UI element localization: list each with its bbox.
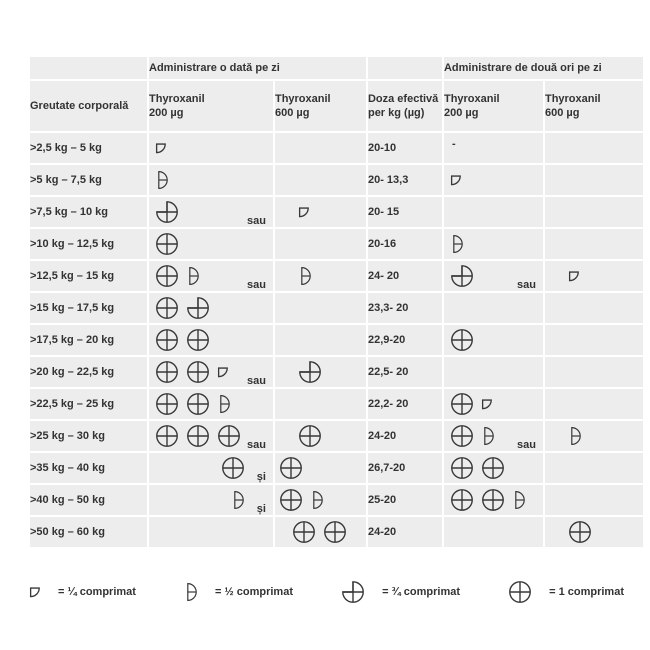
twice-600-cell xyxy=(545,197,643,227)
weight-cell xyxy=(30,133,147,163)
weight-cell xyxy=(30,261,147,291)
header-column-row xyxy=(30,81,643,131)
header-empty-cell-mid xyxy=(368,57,442,79)
twice-600-cell xyxy=(545,453,643,483)
twice-600-cell xyxy=(545,421,643,451)
header-twice-daily-group xyxy=(444,57,643,79)
once-600-cell xyxy=(275,229,366,259)
dose-cell xyxy=(368,421,442,451)
dose-value: 20- 13,3 xyxy=(367,174,409,186)
weight-cell xyxy=(30,517,147,547)
twice-200-cell xyxy=(444,165,543,195)
twice-600-col-label: Thyroxanil 600 µg xyxy=(544,92,601,119)
quarter-tablet-icon xyxy=(28,585,42,599)
weight-cell xyxy=(30,421,147,451)
full-tablet-icon xyxy=(154,359,180,385)
weight-cell xyxy=(30,229,147,259)
weight-range: >5 kg – 7,5 kg xyxy=(30,174,102,186)
twice-200-cell xyxy=(444,485,543,515)
full-tablet-icon xyxy=(449,455,475,481)
weight-cell xyxy=(30,165,147,195)
once-200-cell xyxy=(149,453,273,483)
once-600-cell xyxy=(275,485,366,515)
twice-200-cell xyxy=(444,357,543,387)
connector-sau: sau xyxy=(247,439,266,451)
dose-cell xyxy=(368,229,442,259)
table-row xyxy=(30,165,643,195)
weight-range: >20 kg – 22,5 kg xyxy=(30,366,115,378)
weight-cell xyxy=(30,357,147,387)
quarter-tablet-icon xyxy=(567,269,581,283)
weight-cell xyxy=(30,389,147,419)
once-600-cell xyxy=(275,165,366,195)
dose-col-label: Doza efectivă per kg (µg) xyxy=(367,92,439,119)
table-row xyxy=(30,389,643,419)
full-tablet-icon xyxy=(291,519,317,545)
once-200-cell xyxy=(149,421,273,451)
table-row xyxy=(30,133,643,163)
twice-600-cell xyxy=(545,261,643,291)
twice-600-cell xyxy=(545,517,643,547)
half-tablet-icon xyxy=(230,489,246,511)
once-200-cell xyxy=(149,357,273,387)
full-tablet-icon xyxy=(449,487,475,513)
connector-si: și xyxy=(256,503,266,515)
twice-600-cell xyxy=(545,229,643,259)
quarter-tablet-icon xyxy=(154,141,168,155)
header-empty-cell-left xyxy=(30,57,147,79)
half-tablet-icon xyxy=(216,393,232,415)
header-once-200-col xyxy=(149,81,273,131)
table-row xyxy=(30,357,643,387)
header-twice-200-col xyxy=(444,81,543,131)
connector-sau: sau xyxy=(247,279,266,291)
dose-cell xyxy=(368,453,442,483)
twice-200-cell xyxy=(444,325,543,355)
three-quarter-tablet-icon xyxy=(297,359,323,385)
full-tablet-icon xyxy=(154,391,180,417)
dose-value: 20- 15 xyxy=(367,206,400,218)
dose-value: 20-16 xyxy=(367,238,397,250)
full-tablet-icon xyxy=(449,423,475,449)
twice-200-cell xyxy=(444,389,543,419)
legend-label: = ¾ comprimat xyxy=(382,586,461,598)
once-200-col-label: Thyroxanil 200 µg xyxy=(149,92,205,119)
three-quarter-tablet-icon xyxy=(449,263,475,289)
dose-value: 25-20 xyxy=(367,494,397,506)
once-600-cell xyxy=(275,325,366,355)
half-tablet-icon xyxy=(567,425,583,447)
dose-cell xyxy=(368,165,442,195)
once-600-cell xyxy=(275,133,366,163)
once-600-col-label: Thyroxanil 600 µg xyxy=(274,92,331,119)
table-row xyxy=(30,485,643,515)
dose-value: 24-20 xyxy=(367,430,397,442)
once-200-cell xyxy=(149,325,273,355)
weight-cell xyxy=(30,293,147,323)
quarter-tablet-icon xyxy=(216,365,230,379)
half-tablet-icon xyxy=(183,581,199,603)
dose-value: 20-10 xyxy=(367,142,397,154)
twice-daily-group-label: Administrare de două ori pe zi xyxy=(443,62,602,74)
twice-200-cell xyxy=(444,293,543,323)
twice-600-cell xyxy=(545,357,643,387)
dose-value: 26,7-20 xyxy=(367,462,406,474)
once-200-cell xyxy=(149,485,273,515)
twice-200-cell xyxy=(444,133,543,163)
full-tablet-icon xyxy=(449,391,475,417)
weight-range: >22,5 kg – 25 kg xyxy=(30,398,115,410)
legend-item xyxy=(507,579,624,605)
weight-cell xyxy=(30,325,147,355)
dose-cell xyxy=(368,325,442,355)
header-group-row xyxy=(30,57,643,79)
three-quarter-tablet-icon xyxy=(154,199,180,225)
header-dose-col xyxy=(368,81,442,131)
dose-cell xyxy=(368,357,442,387)
connector-sau: sau xyxy=(517,439,536,451)
legend-item xyxy=(340,579,460,605)
weight-range: >40 kg – 50 kg xyxy=(30,494,105,506)
table-row xyxy=(30,229,643,259)
full-tablet-icon xyxy=(278,487,304,513)
once-daily-group-label: Administrare o dată pe zi xyxy=(149,62,280,74)
twice-200-cell xyxy=(444,197,543,227)
once-200-cell xyxy=(149,197,273,227)
full-tablet-icon xyxy=(480,487,506,513)
full-tablet-icon xyxy=(154,263,180,289)
weight-range: >35 kg – 40 kg xyxy=(30,462,105,474)
full-tablet-icon xyxy=(220,455,246,481)
legend-label: = 1 comprimat xyxy=(549,586,624,598)
no-dose-dash: - xyxy=(451,138,456,150)
twice-200-cell xyxy=(444,421,543,451)
twice-200-cell xyxy=(444,229,543,259)
full-tablet-icon xyxy=(154,231,180,257)
twice-600-cell xyxy=(545,293,643,323)
dose-value: 23,3- 20 xyxy=(367,302,409,314)
weight-cell xyxy=(30,485,147,515)
dose-value: 24-20 xyxy=(367,526,397,538)
once-600-cell xyxy=(275,421,366,451)
full-tablet-icon xyxy=(322,519,348,545)
dose-cell xyxy=(368,389,442,419)
half-tablet-icon xyxy=(185,265,201,287)
weight-range: >17,5 kg – 20 kg xyxy=(30,334,115,346)
once-600-cell xyxy=(275,453,366,483)
full-tablet-icon xyxy=(278,455,304,481)
dose-value: 22,5- 20 xyxy=(367,366,409,378)
table-row xyxy=(30,325,643,355)
table-row xyxy=(30,517,643,547)
once-200-cell xyxy=(149,165,273,195)
weight-col-label: Greutate corporală xyxy=(30,99,129,112)
legend-label: = ½ comprimat xyxy=(215,586,293,598)
header-twice-600-col xyxy=(545,81,643,131)
weight-range: >25 kg – 30 kg xyxy=(30,430,105,442)
once-200-cell xyxy=(149,133,273,163)
connector-sau: sau xyxy=(247,375,266,387)
legend-item xyxy=(183,581,293,603)
weight-range: >10 kg – 12,5 kg xyxy=(30,238,115,250)
table-row xyxy=(30,421,643,451)
dose-cell xyxy=(368,485,442,515)
half-tablet-icon xyxy=(297,265,313,287)
half-tablet-icon xyxy=(449,233,465,255)
once-600-cell xyxy=(275,197,366,227)
quarter-tablet-icon xyxy=(449,173,463,187)
full-tablet-icon xyxy=(185,423,211,449)
full-tablet-icon xyxy=(185,359,211,385)
weight-cell xyxy=(30,197,147,227)
full-tablet-icon xyxy=(185,391,211,417)
legend-label: = ¼ comprimat xyxy=(58,586,136,598)
quarter-tablet-icon xyxy=(480,397,494,411)
full-tablet-icon xyxy=(154,423,180,449)
tablet-legend xyxy=(28,574,624,610)
connector-sau: sau xyxy=(247,215,266,227)
weight-cell xyxy=(30,453,147,483)
twice-600-cell xyxy=(545,133,643,163)
dose-value: 22,2- 20 xyxy=(367,398,409,410)
twice-600-cell xyxy=(545,325,643,355)
twice-600-cell xyxy=(545,165,643,195)
once-600-cell xyxy=(275,293,366,323)
once-600-cell xyxy=(275,389,366,419)
dose-cell xyxy=(368,261,442,291)
weight-range: >12,5 kg – 15 kg xyxy=(30,270,115,282)
once-600-cell xyxy=(275,261,366,291)
header-once-daily-group xyxy=(149,57,366,79)
twice-200-cell xyxy=(444,517,543,547)
header-once-600-col xyxy=(275,81,366,131)
full-tablet-icon xyxy=(297,423,323,449)
twice-600-cell xyxy=(545,389,643,419)
connector-sau: sau xyxy=(517,279,536,291)
connector-si: și xyxy=(256,471,266,483)
full-tablet-icon xyxy=(154,327,180,353)
full-tablet-icon xyxy=(507,579,533,605)
full-tablet-icon xyxy=(216,423,242,449)
three-quarter-tablet-icon xyxy=(185,295,211,321)
table-row xyxy=(30,293,643,323)
full-tablet-icon xyxy=(154,295,180,321)
full-tablet-icon xyxy=(567,519,593,545)
twice-200-col-label: Thyroxanil 200 µg xyxy=(443,92,500,119)
dose-value: 24- 20 xyxy=(367,270,400,282)
dose-cell xyxy=(368,133,442,163)
weight-range: >15 kg – 17,5 kg xyxy=(30,302,115,314)
dose-value: 22,9-20 xyxy=(367,334,406,346)
dose-cell xyxy=(368,197,442,227)
dose-cell xyxy=(368,293,442,323)
twice-200-cell xyxy=(444,453,543,483)
once-200-cell xyxy=(149,389,273,419)
weight-range: >50 kg – 60 kg xyxy=(30,526,105,538)
once-200-cell xyxy=(149,517,273,547)
once-200-cell xyxy=(149,261,273,291)
once-200-cell xyxy=(149,293,273,323)
full-tablet-icon xyxy=(480,455,506,481)
weight-range: >2,5 kg – 5 kg xyxy=(30,142,102,154)
once-600-cell xyxy=(275,517,366,547)
half-tablet-icon xyxy=(309,489,325,511)
table-row xyxy=(30,197,643,227)
half-tablet-icon xyxy=(154,169,170,191)
legend-item xyxy=(28,585,136,599)
quarter-tablet-icon xyxy=(297,205,311,219)
weight-range: >7,5 kg – 10 kg xyxy=(30,206,108,218)
table-row xyxy=(30,453,643,483)
once-200-cell xyxy=(149,229,273,259)
table-row xyxy=(30,261,643,291)
once-600-cell xyxy=(275,357,366,387)
twice-600-cell xyxy=(545,485,643,515)
full-tablet-icon xyxy=(185,327,211,353)
header-weight-col xyxy=(30,81,147,131)
twice-200-cell xyxy=(444,261,543,291)
half-tablet-icon xyxy=(480,425,496,447)
full-tablet-icon xyxy=(449,327,475,353)
dosing-table xyxy=(28,55,645,549)
dose-cell xyxy=(368,517,442,547)
half-tablet-icon xyxy=(511,489,527,511)
three-quarter-tablet-icon xyxy=(340,579,366,605)
